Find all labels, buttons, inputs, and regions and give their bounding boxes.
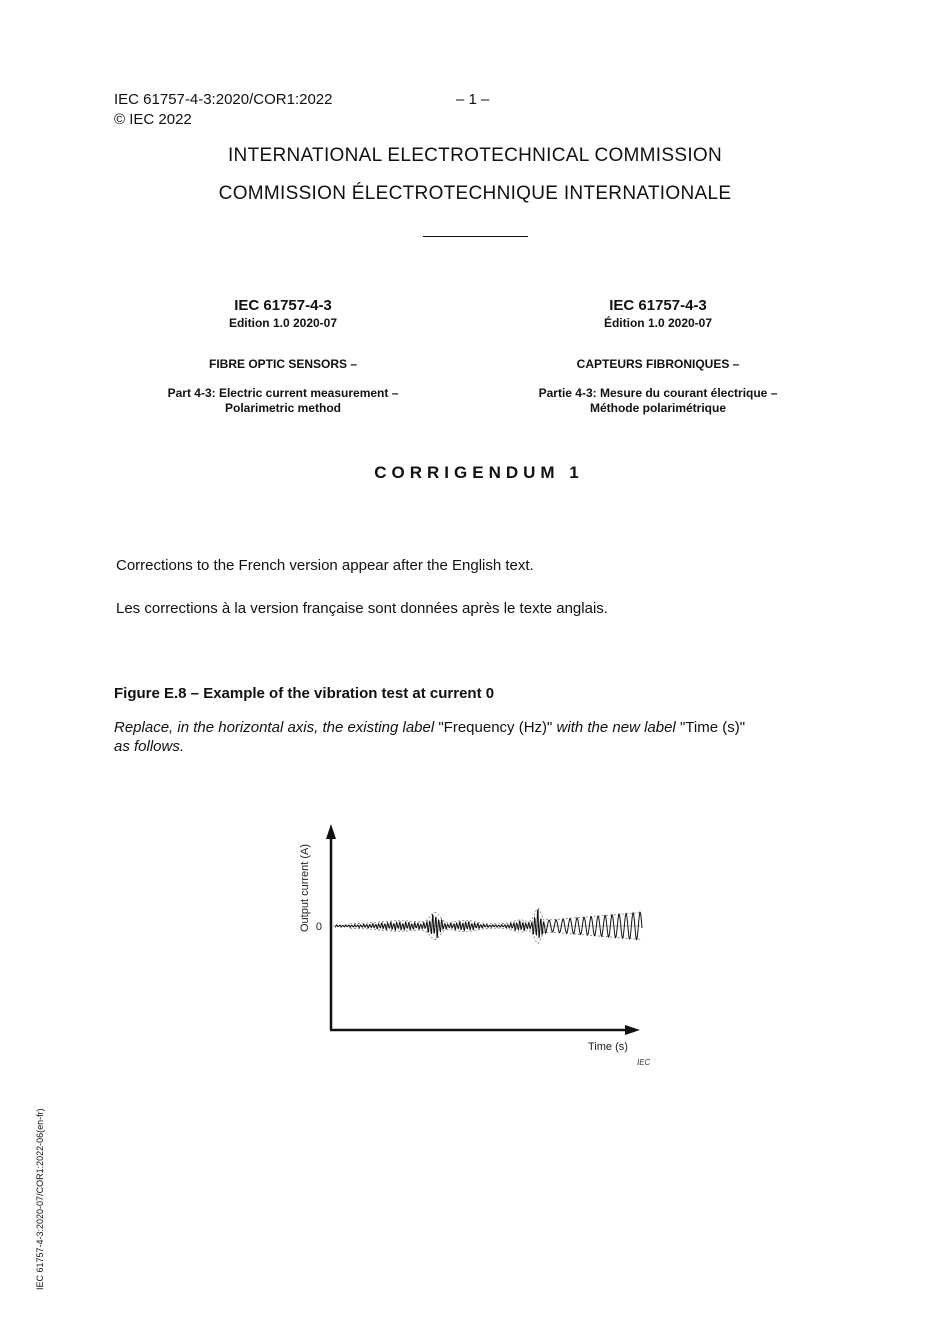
standard-number-en: IEC 61757-4-3: [234, 297, 332, 314]
note-english: Corrections to the French version appear after the English text.: [116, 557, 534, 574]
part-title-en-line1: Part 4-3: Electric current measurement –: [167, 386, 399, 400]
note-french: Les corrections à la version française sont données après le texte anglais.: [116, 600, 608, 617]
y-axis-arrow: [326, 824, 336, 839]
instruction-text-2: with the new label: [556, 719, 676, 736]
y-tick-zero: 0: [315, 921, 322, 933]
page-number: – 1 –: [456, 91, 490, 108]
copyright-notice: © IEC 2022: [114, 111, 192, 128]
english-column: [118, 297, 448, 416]
document-id: IEC 61757-4-3:2020/COR1:2022: [114, 91, 333, 108]
sidebar-document-code: IEC 61757-4-3:2020-07/COR1:2022-06(en-fr): [35, 1108, 45, 1290]
edition-en: Edition 1.0 2020-07: [228, 316, 338, 330]
title-divider: [423, 236, 528, 237]
figure-title: Figure E.8 – Example of the vibration test at current 0: [114, 685, 495, 702]
new-axis-label: "Time (s)": [675, 719, 746, 736]
organization-name-en: INTERNATIONAL ELECTROTECHNICAL COMMISSION: [227, 145, 723, 166]
organization-name-fr: COMMISSION ÉLECTROTECHNIQUE INTERNATIONALE: [218, 183, 732, 204]
french-column: [493, 297, 823, 416]
instruction-text-1: Replace, in the horizontal axis, the existing label: [114, 719, 435, 736]
old-axis-label: "Frequency (Hz)": [434, 719, 557, 736]
part-title-fr-line2: Méthode polarimétrique: [589, 401, 726, 415]
envelope-lower: [350, 928, 642, 943]
standard-number-fr: IEC 61757-4-3: [609, 297, 707, 314]
vibration-chart: [280, 810, 670, 1080]
y-axis-label: Output current (A): [299, 843, 311, 932]
instruction-text-3: as follows.: [114, 738, 185, 755]
x-axis-arrow: [625, 1025, 640, 1035]
subject-title-fr: CAPTEURS FIBRONIQUES –: [576, 357, 740, 371]
part-title-en-line2: Polarimetric method: [224, 401, 342, 415]
output-current-series: [335, 910, 642, 939]
edition-fr: Édition 1.0 2020-07: [603, 316, 713, 330]
iec-source-mark: IEC: [637, 1058, 651, 1067]
subject-title-en: FIBRE OPTIC SENSORS –: [208, 357, 358, 371]
corrigendum-title: CORRIGENDUM 1: [374, 463, 584, 482]
part-title-fr-line1: Partie 4-3: Mesure du courant électrique –: [538, 386, 778, 400]
replacement-instruction: [114, 718, 854, 756]
x-axis-label: Time (s): [588, 1041, 628, 1053]
